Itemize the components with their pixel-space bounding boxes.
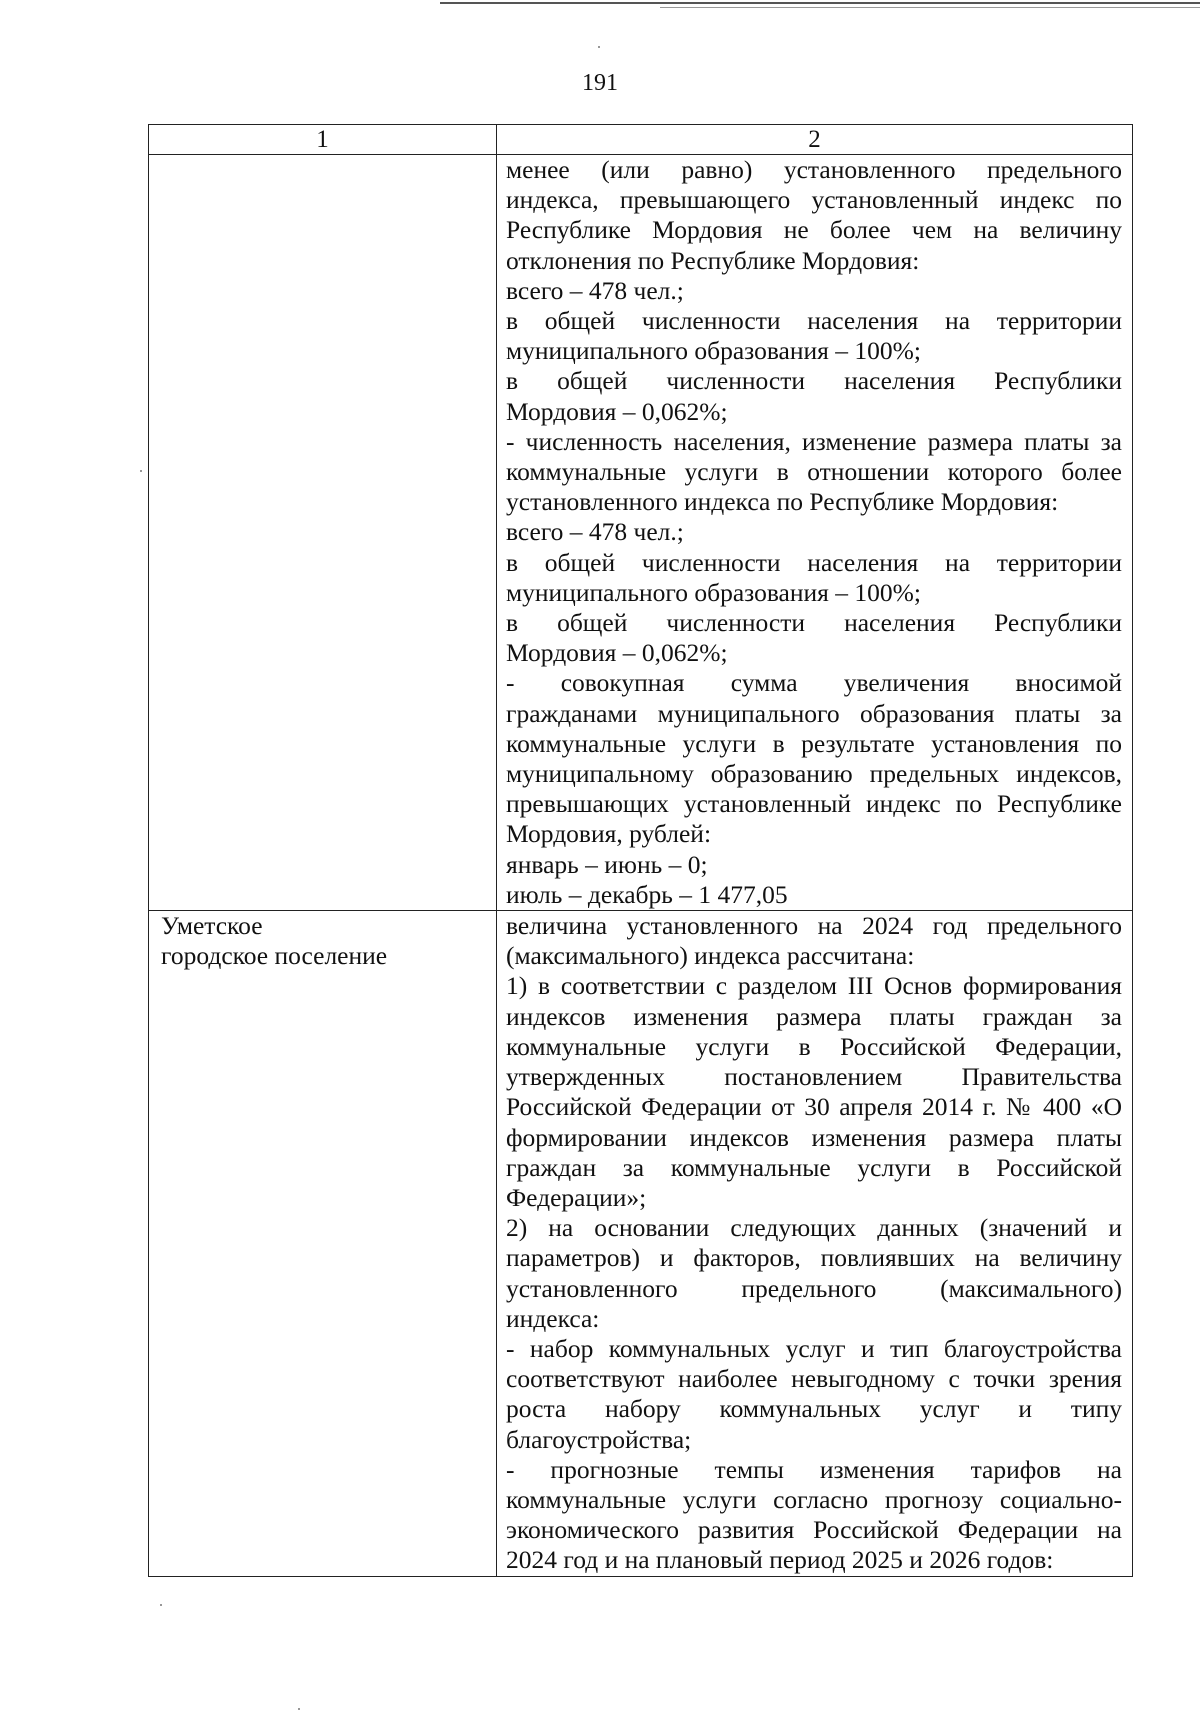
text-line: (максимального) индекса рассчитана:: [506, 941, 915, 971]
text-line: коммунальные услуги в отношении которого более: [506, 457, 1122, 487]
scan-edge-line: [440, 2, 1200, 4]
text-line: индексов изменения размера платы граждан за: [506, 1001, 1122, 1031]
text-line: роста набору коммунальных услуг и типу: [506, 1394, 1122, 1424]
text-line: благоустройства;: [506, 1424, 692, 1454]
table-row: [149, 155, 1133, 911]
text-line: Федерации»;: [506, 1182, 647, 1212]
row-1-col-2: [497, 155, 1133, 911]
text-line: индекса, превышающего установленный индекс по: [506, 185, 1122, 215]
text-line: Мордовия, рублей:: [506, 819, 712, 849]
text-line: превышающих установленный индекс по Республике: [506, 789, 1122, 819]
text-line: величина установленного на 2024 год предельного: [506, 911, 1122, 941]
text-line: в общей численности населения Республики: [506, 366, 1122, 396]
scan-speck: [298, 1708, 300, 1710]
text-line: в общей численности населения на территории: [506, 547, 1122, 577]
text-line: муниципальному образованию предельных индексов,: [506, 759, 1122, 789]
text-line: муниципального образования – 100%;: [506, 336, 921, 366]
text-line: - набор коммунальных услуг и тип благоустройства: [506, 1333, 1122, 1363]
scan-speck: [598, 46, 600, 48]
text-line: июль – декабрь – 1 477,05: [506, 879, 788, 909]
text-line: - совокупная сумма увеличения вносимой: [506, 668, 1122, 698]
text-line: в общей численности населения Республики: [506, 608, 1122, 638]
text-line: Уметское: [161, 911, 263, 941]
column-header-1: 1: [149, 125, 497, 155]
text-line: параметров) и факторов, повлиявших на величину: [506, 1243, 1122, 1273]
text-line: 2) на основании следующих данных (значений и: [506, 1213, 1122, 1243]
text-line: установленного предельного (максимального): [506, 1273, 1122, 1303]
text-line: отклонения по Республике Мордовия:: [506, 245, 920, 275]
row-2-col-2: [497, 911, 1133, 1576]
text-line: коммунальные услуги в результате установления по: [506, 728, 1122, 758]
text-line: Республике Мордовия не более чем на величину: [506, 215, 1122, 245]
text-line: - численность населения, изменение размера платы за: [506, 426, 1122, 456]
text-line: муниципального образования – 100%;: [506, 577, 921, 607]
text-line: Российской Федерации от 30 апреля 2014 г. № 400 «О: [506, 1092, 1122, 1122]
text-line: соответствуют наиболее невыгодному с точки зрения: [506, 1364, 1122, 1394]
text-line: граждан за коммунальные услуги в Российской: [506, 1152, 1122, 1182]
scan-speck: [140, 470, 142, 472]
text-line: в общей численности населения на территории: [506, 306, 1122, 336]
text-line: всего – 478 чел.;: [506, 275, 684, 305]
text-line: городское поселение: [161, 941, 388, 971]
row-1-col-1: [149, 155, 497, 911]
document-table: [148, 124, 1133, 1577]
text-line: установленного индекса по Республике Мордовия:: [506, 487, 1059, 517]
text-line: Мордовия – 0,062%;: [506, 396, 728, 426]
text-line: январь – июнь – 0;: [506, 849, 708, 879]
text-line: гражданами муниципального образования платы за: [506, 698, 1122, 728]
table-header-row: [149, 125, 1133, 155]
text-line: коммунальные услуги согласно прогнозу социально-: [506, 1484, 1122, 1514]
text-line: индекса:: [506, 1303, 600, 1333]
text-line: утвержденных постановлением Правительства: [506, 1062, 1122, 1092]
text-line: Мордовия – 0,062%;: [506, 638, 728, 668]
scan-speck: [160, 1604, 162, 1606]
row-2-col-1: [149, 911, 497, 1576]
page-number: 191: [582, 70, 618, 96]
text-line: формировании индексов изменения размера платы: [506, 1122, 1122, 1152]
text-line: 2024 год и на плановый период 2025 и 2026 годов:: [506, 1545, 1054, 1575]
text-line: всего – 478 чел.;: [506, 517, 684, 547]
text-line: - прогнозные темпы изменения тарифов на: [506, 1454, 1122, 1484]
scan-edge-line: [660, 7, 1200, 8]
text-line: менее (или равно) установленного предельного: [506, 155, 1122, 184]
text-line: коммунальные услуги в Российской Федерации,: [506, 1031, 1122, 1061]
text-line: экономического развития Российской Федерации на: [506, 1515, 1122, 1545]
column-header-2: 2: [497, 125, 1133, 155]
text-line: 1) в соответствии с разделом III Основ формирования: [506, 971, 1122, 1001]
table-row: [149, 911, 1133, 1576]
